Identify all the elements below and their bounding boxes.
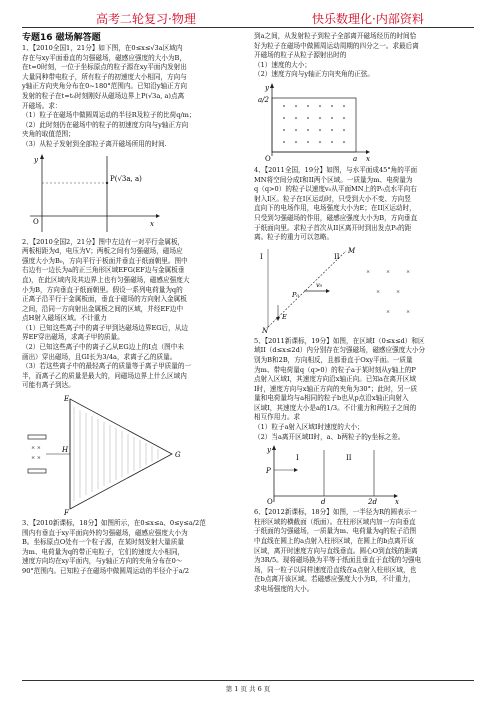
text-line: 围内有垂直于xy平面向外的匀强磁场，磁感应强度大小为 <box>22 528 188 537</box>
text-line: 之间，沿同一方向射出金属板之间的区域，并经EF边中 <box>22 304 184 313</box>
label-region-ii: II <box>346 454 352 463</box>
label-origin: O <box>33 217 39 226</box>
text-line: 离。粒子的重力可以忽略。 <box>254 233 334 242</box>
text-line: （2）当a离开区域II时，a、b两粒子的y坐标之差。 <box>254 432 405 441</box>
text-line: 区域，离开时速度方向与直线垂直。圆心O到直线的距离 <box>254 546 418 555</box>
triangle-region <box>70 399 172 509</box>
text-line: 正离子沿平行于金属板面，垂直于磁场的方向射入金属板 <box>22 295 187 304</box>
label-region-i: I <box>296 454 299 463</box>
label-v0: v₀ <box>316 280 323 289</box>
text-line: 右边有一边长为a的正三角形区域EFG(EF边与金属板垂 <box>22 266 185 275</box>
y-arrow-icon <box>270 83 274 88</box>
svg-text:×: × <box>376 288 381 295</box>
svg-text:×: × <box>386 308 391 315</box>
figure-2-diagram <box>22 393 212 517</box>
text-line: 小为B，方向垂直于纸面朝里。假设一系列电荷量为q的 <box>22 285 183 294</box>
footer-rule <box>22 680 474 681</box>
label-m: M <box>348 246 356 255</box>
text-line: I时，速度方向与x轴正方向的夹角为30°；此时，另一质 <box>254 384 418 393</box>
text-line: 可能有离子到达。 <box>22 381 75 390</box>
text-line: 3、【2010新课标，18分】如图所示，在0≤x≤a、0≤y≤a/2范 <box>22 519 206 528</box>
label-origin: O <box>265 154 271 163</box>
svg-text:×: × <box>406 268 411 275</box>
text-line: 柱形区域的横截面（纸面）。在柱形区域内加一方向垂直 <box>254 517 416 526</box>
text-line: 到a之间，从发射粒子到粒子全部离开磁场经历的时间恰 <box>254 32 417 40</box>
label-g: G <box>175 451 181 460</box>
figure-3-diagram <box>254 82 474 164</box>
text-line: 量和电荷量均与a相同的粒子b也从p点沿x轴正向射入 <box>254 394 409 403</box>
left-column <box>22 32 242 577</box>
label-region-i: I <box>260 252 263 261</box>
text-line: MN将空间分成I和II两个区域。一质量为m、电荷量为 <box>254 175 413 184</box>
label-x: x <box>150 219 154 228</box>
text-line: 发射的粒子在t=t₀时刻刚好从磁场边界上P(√3a, a)点离 <box>22 91 185 100</box>
text-line: 在t=0时刻，一位于坐标原点的粒子源在xy平面内发射出 <box>22 63 187 72</box>
header-rule <box>22 27 474 28</box>
text-line: 直)，在此区域内及其边界上也有匀强磁场，磁感应强度大 <box>22 275 190 284</box>
label-p0: P₀ <box>292 290 299 299</box>
text-line: 速度方向均在xy平面内，与y轴正方向的夹角分布在0～ <box>22 557 183 566</box>
arrow-icon <box>326 289 330 293</box>
text-line: （1）粒子a射入区域I时速度的大小； <box>254 423 364 432</box>
label-x: x <box>366 154 370 163</box>
text-line: 直向下的电场作用，电场强度大小为E；在II区运动时， <box>254 204 416 213</box>
text-line: 2、【2010全国2，21分】图中左边有一对平行金属板， <box>22 237 185 246</box>
figure-4-diagram <box>254 245 474 335</box>
svg-text:×: × <box>386 268 391 275</box>
problem-5 <box>254 337 476 443</box>
text-line: 界EF穿出磁场，求离子甲的质量。 <box>22 333 124 342</box>
lower-plate <box>28 469 46 473</box>
problem-6 <box>254 508 476 594</box>
text-line: 中直线在圆上的a点射入柱形区域，在圆上的b点离开该 <box>254 537 414 546</box>
label-f: F <box>64 509 69 518</box>
text-line: 大量同种带电粒子，所有粒子的初速度大小相同，方向与 <box>22 72 187 81</box>
text-line: q（q>0）的粒子以速度v₀从平面MN上的P₀点水平向右 <box>254 185 417 194</box>
label-d: d <box>321 498 326 507</box>
problem-3-continued <box>254 32 476 80</box>
field-dots <box>31 445 41 461</box>
text-line: 场，同一粒子以同样速度沿直线在a点射入柱形区域，也 <box>254 565 417 574</box>
label-y: y <box>267 446 271 455</box>
text-line: 相互作用力。求 <box>254 413 301 422</box>
text-line: 6、【2012新课标，18分】如图，一半径为R的圆表示一 <box>254 508 417 517</box>
text-line: 求电场强度的大小。 <box>254 585 314 593</box>
figure-5-diagram <box>254 444 474 506</box>
text-line: 点射入区域I，其速度方向沿x轴正向。已知a在离开区域 <box>254 375 416 384</box>
text-line: 开磁场。求： <box>22 101 62 110</box>
label-y: y <box>265 83 269 92</box>
text-line: （3）若这些离子中的最轻离子的质量等于离子甲质量的一 <box>22 362 192 371</box>
label-a: a <box>353 154 358 163</box>
text-line: （1）粒子在磁场中做圆周运动的半径R及粒子的比荷q/m； <box>22 111 196 120</box>
page-number: 第 1 页 共 6 页 <box>225 685 271 693</box>
text-line: y轴正方向夹角分布在0~180°范围内。已知沿y轴正方向 <box>22 82 187 91</box>
text-line: 5、【2011新课标，19分】如图，在区域I（0≤x≤d）和区 <box>254 336 425 345</box>
text-line: 90°范围内。已知粒子在磁场中做圆周运动的半径介于a/2 <box>22 567 190 575</box>
label-region-ii: II <box>334 252 340 261</box>
label-p: P <box>266 467 271 476</box>
text-line: 区域I，其速度大小是a的1/3。不计重力和两粒子之间的 <box>254 403 417 412</box>
text-line: （2）速度方向与y轴正方向夹角的正弦。 <box>254 70 375 79</box>
text-line: （3）从粒子发射到全部粒子离开磁场所用的时间. <box>22 139 167 148</box>
text-line: 开磁场的粒子从粒子源射出时的 <box>254 51 347 60</box>
text-line: （1）速度的大小； <box>254 60 311 69</box>
text-line: （2）已知这些离子中的离子乙从EG边上的I点（图中未 <box>22 343 184 352</box>
text-line: 于纸面向里。求粒子首次从II区离开时到出发点P₀的距 <box>254 223 412 232</box>
header-right-title: 快乐数理化·内部资料 <box>312 12 424 26</box>
label-origin: O <box>267 498 273 507</box>
label-p: P(√3a, a) <box>110 174 142 183</box>
problem-1 <box>22 44 242 150</box>
svg-text:× ×: × × <box>31 455 41 462</box>
right-column <box>254 32 476 595</box>
problem-4 <box>254 166 476 243</box>
text-line: 于纸面的匀强磁场，一质量为m、电荷量为q的粒子沿图 <box>254 527 417 536</box>
field-dots <box>283 105 345 143</box>
text-line: 射入I区。粒子在I区运动时，只受到大小不变、方向竖 <box>254 194 411 203</box>
label-2d: 2d <box>368 498 377 507</box>
text-line: 为m、电荷量为q的带正电粒子，它们的速度大小相同， <box>22 547 185 556</box>
arrow-icon <box>294 468 298 472</box>
label-y: y <box>34 155 38 164</box>
label-n: N <box>262 326 269 335</box>
problem-2 <box>22 238 242 392</box>
text-line: 存在与xy平面垂直的匀强磁场，磁感应强度的大小为B， <box>22 53 186 62</box>
text-line: 在b点离开该区域。若磁感应强度大小为B，不计重力， <box>254 575 415 584</box>
header-left-title: 高考二轮复习·物理 <box>96 12 196 26</box>
label-x: x <box>395 498 399 507</box>
text-line: 为m、带电荷量q（q>0）的粒子a于某时刻从y轴上的P <box>254 365 416 374</box>
figure-1-diagram <box>22 152 162 234</box>
section-title: 专题16 磁场解答题 <box>22 33 101 43</box>
text-line: （1）已知这些离子中的离子甲到达磁场边界EG后，从边 <box>22 323 188 332</box>
text-line: 半，而离子乙的质量是最大的，问磁场边界上什么区域内 <box>22 371 187 380</box>
text-line: 夹角的取值范围； <box>22 130 75 139</box>
text-line: 两板相距为d，电压为V；两板之间有匀强磁场，磁场应 <box>22 247 183 256</box>
svg-text:×: × <box>396 288 401 295</box>
field-crosses <box>366 269 410 315</box>
x-arrow-icon <box>366 150 370 154</box>
point-p <box>106 181 108 183</box>
label-e: E <box>64 395 70 404</box>
text-line: 点H射入磁场区域。不计重力 <box>22 314 107 323</box>
svg-text:×: × <box>366 268 371 275</box>
upper-plate <box>28 435 46 439</box>
text-line: B。坐标原点O处有一个粒子源，在某时刻发射大量质量 <box>22 538 184 547</box>
text-line: 别为B和2B，方向相反，且都垂直于Oxy平面。一质量 <box>254 355 413 364</box>
text-line: 强度大小为B₀，方向平行于板面并垂直于纸面朝里。图中 <box>22 256 188 265</box>
x-arrow-icon <box>156 214 160 218</box>
text-line: 为3R/5。现将磁场换为平等于纸面且垂直于直线的匀强电 <box>254 556 422 565</box>
y-arrow-icon <box>272 445 276 450</box>
svg-text:×: × <box>406 308 411 315</box>
text-line: 1、【2010全国1，21分】如下图，在0≤x≤√3a区域内 <box>22 44 183 52</box>
text-line: 4、【2011全国，19分】如图，与水平面成45°角的平面 <box>254 165 418 174</box>
text-line: 只受到匀强磁场的作用，磁感应强度大小为B，方向垂直 <box>254 213 418 222</box>
text-line: 画出）穿出磁场，且GI长为3/4a，求离子乙的质量。 <box>22 352 177 361</box>
y-arrow-icon <box>40 154 44 159</box>
label-a-half: a/2 <box>258 95 269 104</box>
plane-mn <box>268 251 346 327</box>
label-e: E <box>282 312 287 321</box>
text-line: 域II（d≤x≤2d）内分别存在匀强磁场，磁感应强度大小分 <box>254 346 426 355</box>
svg-text:× ×: × × <box>31 445 41 452</box>
label-h: H <box>62 446 69 455</box>
text-line: （2）此时刻仍在磁场中的粒子的初速度方向与y轴正方向 <box>22 120 189 129</box>
triangle-hatch <box>74 407 158 501</box>
text-line: 好为粒子在磁场中做圆周运动周期的四分之一。求最后离 <box>254 41 419 50</box>
problem-3 <box>22 519 242 577</box>
